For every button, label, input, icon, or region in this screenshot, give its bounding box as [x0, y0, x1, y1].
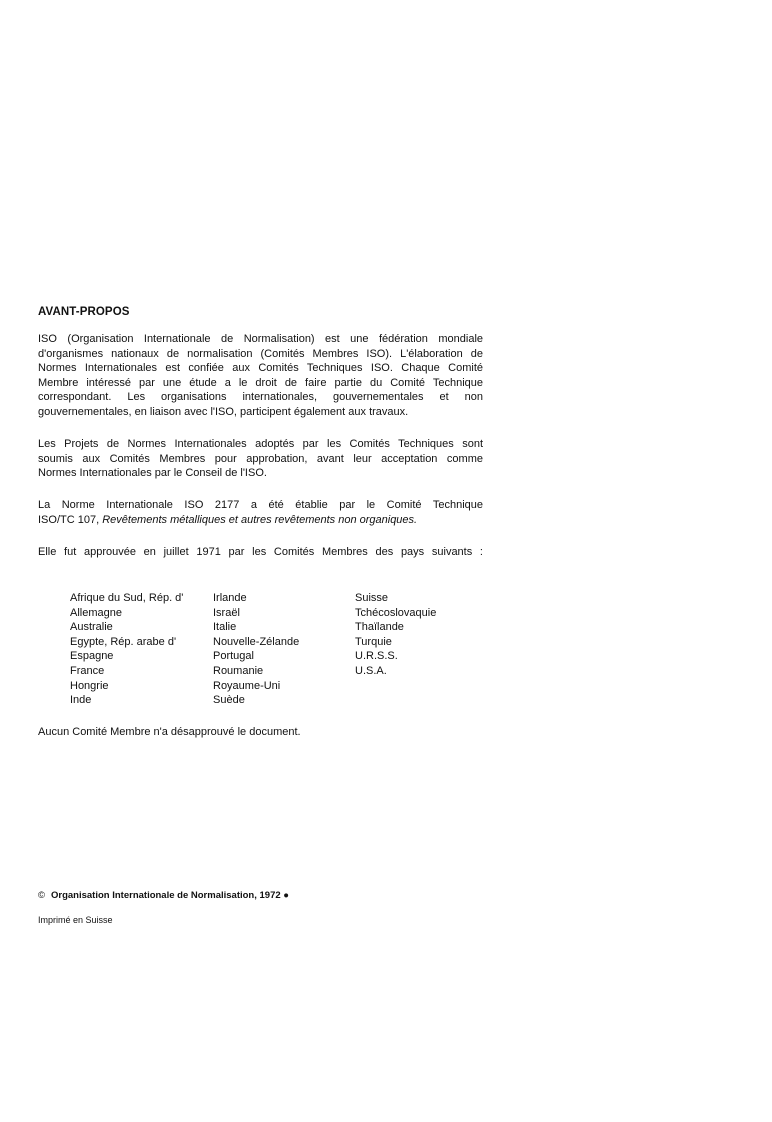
country-item: U.S.A. — [355, 664, 387, 677]
paragraph-line: Membre intéressé par une étude a le droit de faire partie du Comité Technique — [38, 376, 483, 389]
country-item: Royaume-Uni — [213, 679, 281, 692]
country-item: Hongrie — [70, 679, 109, 692]
paragraph-line: Elle fut approuvée en juillet 1971 par les Comités Membres des pays suivants : — [38, 546, 483, 558]
country-item: Australie — [70, 621, 113, 634]
country-item: Suède — [213, 694, 245, 707]
paragraph-standard-origin — [38, 498, 483, 527]
country-column-3 — [355, 591, 436, 679]
country-item: Egypte, Rép. arabe d' — [70, 635, 177, 648]
paragraph-iso-intro — [38, 332, 483, 420]
country-item: Espagne — [70, 650, 114, 663]
paragraph-draft-standards — [38, 437, 483, 481]
country-item: France — [70, 664, 105, 677]
section-heading: AVANT-PROPOS — [38, 306, 130, 318]
paragraph-approval — [38, 545, 483, 560]
country-item: U.R.S.S. — [355, 650, 398, 663]
printed-in-notice: Imprimé en Suisse — [38, 915, 113, 925]
paragraph-no-disapproval — [38, 725, 483, 740]
country-item: Israël — [213, 606, 240, 619]
country-item: Irlande — [213, 592, 247, 604]
paragraph-line: Normes Internationales est confiée aux Comités Techniques ISO. Chaque Comité — [38, 362, 483, 375]
country-item: Italie — [213, 621, 237, 634]
country-item: Nouvelle-Zélande — [213, 635, 300, 648]
paragraph-line: Normes Internationales par le Conseil de l'ISO. — [38, 467, 267, 480]
country-item: Portugal — [213, 650, 254, 663]
copyright-symbol: © — [38, 890, 45, 901]
paragraph-line: Les Projets de Normes Internationales adoptés par les Comités Techniques sont — [38, 438, 483, 450]
country-column-2 — [213, 591, 299, 708]
copyright-notice — [38, 890, 289, 901]
paragraph-line — [38, 513, 483, 528]
country-item: Suisse — [355, 592, 389, 604]
country-item: Allemagne — [70, 606, 122, 619]
paragraph-line: Aucun Comité Membre n'a désapprouvé le document. — [38, 726, 301, 738]
country-item: Thaïlande — [355, 621, 404, 634]
committee-reference: ISO/TC 107, — [38, 513, 100, 526]
paragraph-line: d'organismes nationaux de normalisation (Comités Membres ISO). L'élaboration de — [38, 347, 483, 360]
country-item: Afrique du Sud, Rép. d' — [70, 592, 184, 604]
paragraph-line: La Norme Internationale ISO 2177 a été établie par le Comité Technique — [38, 499, 483, 511]
committee-title: Revêtements métalliques et autres revêtements non organiques. — [102, 513, 418, 526]
country-item: Tchécoslovaquie — [355, 606, 437, 619]
paragraph-line: ISO (Organisation Internationale de Normalisation) est une fédération mondiale — [38, 333, 483, 345]
paragraph-line: correspondant. Les organisations internationales, gouvernementales et non — [38, 391, 483, 404]
country-item: Turquie — [355, 635, 392, 648]
paragraph-line: gouvernementales, en liaison avec l'ISO, participent également aux travaux. — [38, 405, 409, 418]
country-column-1 — [70, 591, 183, 708]
paragraph-line: soumis aux Comités Membres pour approbation, avant leur acceptation comme — [38, 452, 483, 465]
country-item: Roumanie — [213, 664, 264, 677]
country-item: Inde — [70, 694, 92, 707]
copyright-text: Organisation Internationale de Normalisation, 1972 ● — [51, 890, 290, 901]
